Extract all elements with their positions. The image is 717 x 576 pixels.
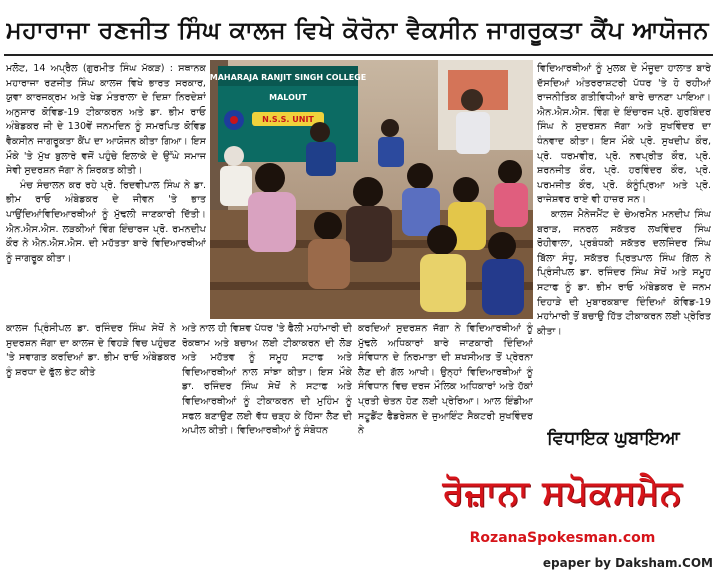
banner-unit: N.S.S. UNIT xyxy=(262,115,314,124)
classroom-photo-illustration xyxy=(210,60,533,319)
article-paragraph: ਵਿਦਿਆਰਥੀਆਂ ਨੂੰ ਮੁਲਕ ਦੇ ਮੌਜੂਦਾ ਹਾਲਾਤ ਬਾਰੇ ਦੱਸਦਿਆਂ ਅੰਤਰਰਾਸ਼ਟਰੀ ਪੱਧਰ 'ਤੇ ਹੋ ਰਹੀਆਂ ਰਾਜਨੀਤਿਕ ਗਤੀਵਿਧੀਆਂ ਬਾਰੇ ਚਾਨਣਾ ਪਾਇਆ। ਐਨ.ਐਸ.ਐਸ. ਵਿੰਗ ਦੇ ਇੰਚਾਰਜ ਪ੍ਰੋ. ਗੁਰਬਿੰਦਰ ਸਿੰਘ ਨੇ ਸੁਦਰਸ਼ਨ ਜੱਗਾ ਅਤੇ ਸੁਖਵਿੰਦਰ ਦਾ ਧੰਨਵਾਦ ਕੀਤਾ। ਇਸ ਮੌਕੇ ਪ੍ਰੋ. ਸੁਖਦੀਪ ਕੌਰ, ਪ੍ਰੋ. ਧਰਮਵੀਰ, ਪ੍ਰੋ. ਨਵਪ੍ਰੀਤ ਕੌਰ, ਪ੍ਰੋ. ਸ਼ਰਨਜੀਤ ਕੌਰ, ਪ੍ਰੋ. ਹਰਵਿੰਦਰ ਕੌਰ, ਪ੍ਰੋ. ਪਰਮਜੀਤ ਕੌਰ, ਪ੍ਰੋ. ਕੰਨੂੰਪ੍ਰਿਆ ਅਤੇ ਪ੍ਰੋ. ਰਾਜੇਸ਼ਵਰ ਰਾਏ ਵੀ ਹਾਜ਼ਰ ਸਨ। xyxy=(537,63,711,206)
article-paragraph: ਮਲੋਟ, 14 ਅਪ੍ਰੈਲ (ਗੁਰਮੀਤ ਸਿੰਘ ਮੱਕੜ) : ਸਥਾਨਕ ਮਹਾਰਾਜਾ ਰਣਜੀਤ ਸਿੰਘ ਕਾਲਜ ਵਿਖੇ ਭਾਰਤ ਸਰਕਾਰ, ਯੁਵਾ ਕਾਰਜਕ੍ਰਮ ਅਤੇ ਖੇਡ ਮੰਤਰਾਲਾ ਦੇ ਦਿਸ਼ਾ ਨਿਰਦੇਸ਼ਾਂ ਅਨੁਸਾਰ ਕੋਵਿਡ-19 ਟੀਕਾਕਰਨ ਅਤੇ ਡਾ. ਭੀਮ ਰਾਓ ਅੰਬੇਡਕਰ ਜੀ ਦੇ 130ਵੇਂ ਜਨਮਦਿਨ ਨੂੰ ਸਮਰਪਿਤ ਕੋਵਿਡ ਵੈਕਸੀਨ ਜਾਗਰੂਕਤਾ ਕੈਂਪ ਦਾ ਆਯੋਜਨ ਕੀਤਾ ਗਿਆ। ਇਸ ਮੌਕੇ 'ਤੇ ਮੁੱਖ ਬੁਲਾਰੇ ਵਜੋਂ ਪਹੁੰਚੇ ਇਲਾਕੇ ਦੇ ਉੱਘੇ ਸਮਾਜ ਸੇਵੀ ਸੁਦਰਸ਼ਨ ਜੱਗਾ ਨੇ ਸ਼ਿਰਕਤ ਕੀਤੀ। xyxy=(6,63,206,177)
blank-area xyxy=(0,465,405,576)
article-column-bottom-2 xyxy=(182,322,352,462)
article-paragraph: ਕਾਲਜ ਮੈਨੇਜਮੈਂਟ ਦੇ ਚੇਅਰਮੈਨ ਮਨਦੀਪ ਸਿੰਘ ਬਰਾੜ, ਜਨਰਲ ਸਕੱਤਰ ਲਖਵਿੰਦਰ ਸਿੰਘ ਰੋਹੀਵਾਲਾ, ਪ੍ਰਬੰਧਕੀ ਸਕੱਤਰ ਦਲਜਿੰਦਰ ਸਿੰਘ ਬਿੱਲਾ ਸੰਧੂ, ਸਕੱਤਰ ਪ੍ਰਿਤਪਾਲ ਸਿੰਘ ਗਿੱਲ ਨੇ ਪ੍ਰਿੰਸੀਪਲ ਡਾ. ਰਜਿੰਦਰ ਸਿੰਘ ਸੇਖੋਂ ਅਤੇ ਸਮੂਹ ਸਟਾਫ ਨੂੰ ਡਾ. ਭੀਮ ਰਾਓ ਅੰਬੇਡਕਰ ਦੇ ਜਨਮ ਦਿਹਾੜੇ ਦੀ ਮੁਬਾਰਕਬਾਦ ਦਿੰਦਿਆਂ ਕੋਵਿਡ-19 ਮਹਾਂਮਾਰੀ ਤੋਂ ਬਚਾਉ ਹਿੱਤ ਟੀਕਾਕਰਨ ਲਈ ਪ੍ਰੇਰਿਤ ਕੀਤਾ। xyxy=(537,208,711,337)
newspaper-logo: ਰੋਜ਼ਾਨਾ ਸਪੋਕਸਮੈਨ xyxy=(442,473,683,513)
banner-town: MALOUT xyxy=(269,93,307,102)
headline: ਮਹਾਰਾਜਾ ਰਣਜੀਤ ਸਿੰਘ ਕਾਲਜ ਵਿਖੇ ਕੋਰੋਨਾ ਵੈਕਸੀਨ ਜਾਗਰੂਕਤਾ ਕੈਂਪ ਆਯੋਜਨ xyxy=(6,16,709,44)
article-paragraph: ਅਤੇ ਨਾਲ ਹੀ ਵਿਸ਼ਵ ਪੱਧਰ 'ਤੇ ਫੈਲੀ ਮਹਾਂਮਾਰੀ ਦੀ ਰੋਕਥਾਮ ਅਤੇ ਬਚਾਅ ਲਈ ਟੀਕਾਕਰਨ ਦੀ ਲੋੜ ਅਤੇ ਮਹੱਤਵ ਨੂੰ ਸਮੂਹ ਸਟਾਫ ਅਤੇ ਵਿਦਿਆਰਥੀਆਂ ਨਾਲ ਸਾਂਝਾ ਕੀਤਾ। ਇਸ ਮੌਕੇ ਡਾ. ਰਜਿੰਦਰ ਸਿੰਘ ਸੇਖੋਂ ਨੇ ਸਟਾਫ ਅਤੇ ਵਿਦਿਆਰਥੀਆਂ ਨੂੰ ਟੀਕਾਕਰਨ ਦੀ ਮੁਹਿੰਮ ਨੂੰ ਸਫਲ ਬਣਾਉਣ ਲਈ ਵੱਧ ਚੜ੍ਹ ਕੇ ਹਿੱਸਾ ਲੈਣ ਦੀ ਅਪੀਲ ਕੀਤੀ। ਵਿਦਿਆਰਥੀਆਂ ਨੂੰ ਸੰਬੋਧਨ xyxy=(182,323,352,437)
article-column-bottom-1 xyxy=(6,322,176,462)
newspaper-website[interactable]: RozanaSpokesman.com xyxy=(469,530,656,546)
epaper-credit: epaper by Daksham.COM xyxy=(542,556,713,570)
article-paragraph: ਕਾਲਜ ਪ੍ਰਿੰਸੀਪਲ ਡਾ. ਰਜਿੰਦਰ ਸਿੰਘ ਸੇਖੋਂ ਨੇ ਸੁਦਰਸ਼ਨ ਜੱਗਾ ਦਾ ਕਾਲਜ ਦੇ ਵਿਹੜੇ ਵਿਚ ਪਹੁੰਚਣ 'ਤੇ ਸਵਾਗਤ ਕਰਦਿਆਂ ਡਾ. ਭੀਮ ਰਾਓ ਅੰਬੇਡਕਰ ਨੂੰ ਸ਼ਰਧਾ ਦੇ ਫੁੱਲ ਭੇਟ ਕੀਤੇ xyxy=(6,323,176,378)
next-story-subhead: ਵਿਧਾਇਕ ਘੁਬਾਇਆ xyxy=(547,428,680,449)
news-photo xyxy=(210,60,533,319)
article-paragraph: ਮੰਚ ਸੰਚਾਲਨ ਕਰ ਰਹੇ ਪ੍ਰੋ. ਰਿਦਵੀਪਾਲ ਸਿੰਘ ਨੇ ਡਾ. ਭੀਮ ਰਾਓ ਅੰਬੇਡਕਰ ਦੇ ਜੀਵਨ 'ਤੇ ਭਾਤ ਪਾਉਂਦਿਆਂਵਿਦਿਆਰਥੀਆਂ ਨੂੰ ਮੁੱਢਲੀ ਜਾਣਕਾਰੀ ਦਿੱਤੀ। ਐਨ.ਐਸ.ਐਸ. ਲੜਕੀਆਂ ਵਿੰਗ ਇੰਚਾਰਜ ਪ੍ਰੋ. ਰਮਨਦੀਪ ਕੌਰ ਨੇ ਐਨ.ਐਸ.ਐਸ. ਦੀ ਮਹੱਤਤਾ ਬਾਰੇ ਵਿਦਿਆਰਥੀਆਂ ਨੂੰ ਜਾਗਰੂਕ ਕੀਤਾ। xyxy=(6,179,206,264)
article-column-right xyxy=(537,62,711,418)
article-column-bottom-3 xyxy=(358,322,533,462)
article-column-left xyxy=(6,62,206,320)
banner-college-name: MAHARAJA RANJIT SINGH COLLEGE xyxy=(210,73,367,82)
headline-rule xyxy=(4,54,713,56)
article-paragraph: ਕਰਦਿਆਂ ਸੁਦਰਸ਼ਨ ਜੱਗਾ ਨੇ ਵਿਦਿਆਰਥੀਆਂ ਨੂੰ ਮੁੱਢਲੇ ਅਧਿਕਾਰਾਂ ਬਾਰੇ ਜਾਣਕਾਰੀ ਦਿੰਦਿਆਂ ਸੰਵਿਧਾਨ ਦੇ ਨਿਰਮਾਤਾ ਦੀ ਸ਼ਖਸੀਅਤ ਤੋਂ ਪ੍ਰੇਰਨਾ ਲੈਣ ਦੀ ਗੱਲ ਆਖੀ। ਉਨ੍ਹਾਂ ਵਿਦਿਆਰਥੀਆਂ ਨੂੰ ਸੰਵਿਧਾਨ ਵਿਚ ਦਰਜ ਮੌਲਿਕ ਅਧਿਕਾਰਾਂ ਅਤੇ ਹੱਕਾਂ ਪ੍ਰਤੀ ਚੇਤਨ ਹੋਣ ਲਈ ਪ੍ਰੇਰਿਆ। ਆਲ ਇੰਡੀਆ ਸਟੂਡੈਂਟ ਫੈਡਰੇਸ਼ਨ ਦੇ ਜੁਆਇੰਟ ਸੈਕਟਰੀ ਸੁਖਵਿੰਦਰ ਨੇ xyxy=(358,323,533,437)
